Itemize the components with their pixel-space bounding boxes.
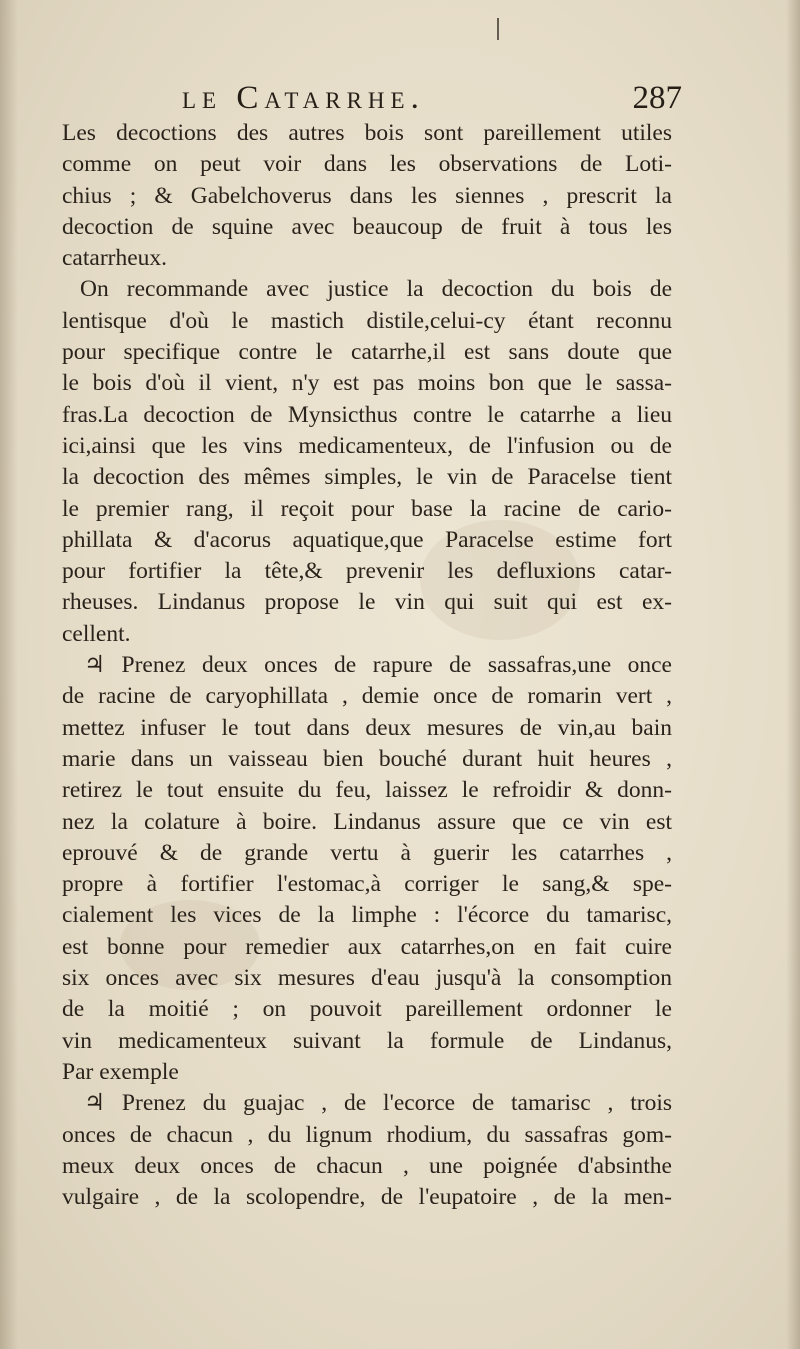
text-line: phillata & d'acorus aquatique,que Paracelse estime fort xyxy=(62,526,672,553)
recipe-line: marie dans un vaisseau bien bouché durant huit heures , xyxy=(62,745,672,772)
text-line: Par exemple xyxy=(62,1058,179,1085)
text-line: vin medicamenteux suivant la formule de Lindanus, xyxy=(62,1027,672,1054)
text-line: ici,ainsi que les vins medicamenteux, de l'infusion ou de xyxy=(62,432,672,459)
recipe-line: retirez le tout ensuite du feu, laissez le refroidir & donn- xyxy=(62,777,672,804)
text-line: est bonne pour remedier aux catarrhes,on en fait cuire xyxy=(62,933,672,960)
text-line: chius ; & Gabelchoverus dans les siennes , prescrit la xyxy=(62,182,672,209)
text-line: rheuses. Lindanus propose le vin qui suit qui est ex- xyxy=(62,589,672,616)
text-line: eprouvé & de grande vertu à guerir les catarrhes , xyxy=(62,839,672,866)
recipe-line: onces de chacun , du lignum rhodium, du sassafras gom- xyxy=(62,1121,672,1148)
chapter-title: le Catarrhe. xyxy=(182,80,425,116)
body-text xyxy=(62,118,672,1213)
page-shadow-right xyxy=(786,0,800,1349)
recipe-line: ♃ Prenez du guajac , de l'ecorce de tamarisc , trois xyxy=(84,1090,672,1117)
text-line: propre à fortifier l'estomac,à corriger le sang,& spe- xyxy=(62,871,672,898)
printer-mark xyxy=(497,18,499,40)
text-line: Les decoctions des autres bois sont pareillement utiles xyxy=(62,120,672,146)
text-line: decoction de squine avec beaucoup de fruit à tous les xyxy=(62,213,672,240)
text-line: lentisque d'où le mastich distile,celui-cy étant reconnu xyxy=(62,307,672,334)
text-line: On recommande avec justice la decoction du bois de xyxy=(80,276,672,303)
text-line: comme on peut voir dans les observations de Loti- xyxy=(62,151,672,178)
text-line: le bois d'où il vient, n'y est pas moins bon que le sassa- xyxy=(62,370,672,397)
text-line: pour specifique contre le catarrhe,il est sans doute que xyxy=(62,339,672,366)
page-shadow-left xyxy=(0,0,18,1349)
text-line: pour fortifier la tête,& prevenir les defluxions catar- xyxy=(62,558,672,585)
recipe-line: meux deux onces de chacun , une poignée d'absinthe xyxy=(62,1152,672,1179)
text-line: nez la colature à boire. Lindanus assure que ce vin est xyxy=(62,808,672,835)
text-line: cellent. xyxy=(62,620,131,647)
recipe-line: ♃ Prenez deux onces de rapure de sassafras,une once xyxy=(84,652,672,679)
text-line: six onces avec six mesures d'eau jusqu'à la consomption xyxy=(62,965,672,992)
text-line: cialement les vices de la limphe : l'écorce du tamarisc, xyxy=(62,902,672,929)
text-line: le premier rang, il reçoit pour base la racine de cario- xyxy=(62,495,672,522)
recipe-line: vulgaire , de la scolopendre, de l'eupatoire , de la men- xyxy=(62,1184,672,1211)
text-line: fras.La decoction de Mynsicthus contre le catarrhe a lieu xyxy=(62,401,672,428)
text-line: catarrheux. xyxy=(62,245,168,272)
recipe-line: de racine de caryophillata , demie once de romarin vert , xyxy=(62,683,672,710)
text-line: la decoction des mêmes simples, le vin de Paracelse tient xyxy=(62,464,672,491)
page-number: 287 xyxy=(632,80,682,116)
text-line: de la moitié ; on pouvoit pareillement ordonner le xyxy=(62,996,672,1023)
recipe-line: mettez infuser le tout dans deux mesures de vin,au bain xyxy=(62,714,672,741)
